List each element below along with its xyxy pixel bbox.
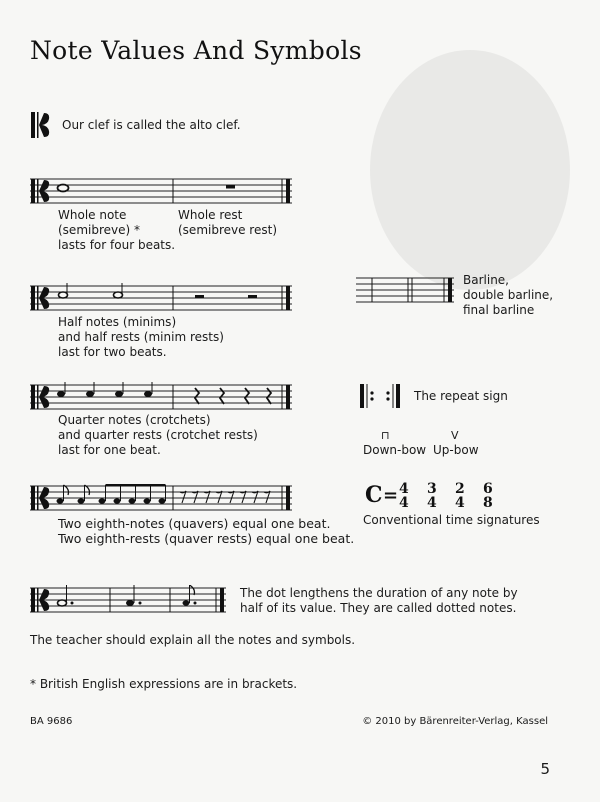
half-notes-text: Half notes (minims) and half rests (minim rests) last for two beats.: [58, 315, 224, 359]
footer-code: BA 9686: [30, 716, 73, 727]
clef-caption: Our clef is called the alto clef.: [62, 118, 241, 132]
whole-rest-text: Whole rest (semibreve rest): [178, 208, 277, 237]
barline-text: Barline, double barline, final barline: [463, 273, 554, 317]
up-bow-icon: V: [451, 429, 459, 442]
whole-rest: [226, 185, 235, 189]
dotted-notes-text: The dot lengthens the duration of any note by half of its value. They are called dotted notes.: [240, 586, 518, 615]
repeat-sign: [358, 381, 406, 411]
ts-bottom-3: 4: [455, 495, 465, 510]
ts-bottom-1: 4: [399, 495, 409, 510]
page-title: Note Values And Symbols: [30, 36, 362, 65]
time-signatures-label: Conventional time signatures: [363, 513, 540, 527]
quarter-note-staff: [30, 382, 295, 412]
time-signatures: [365, 480, 525, 510]
dotted-note-staff: [30, 585, 230, 615]
footnote: * British English expressions are in brackets.: [30, 677, 298, 691]
ts-bottom-2: 4: [427, 495, 437, 510]
whole-note-text: Whole note (semibreve) * lasts for four beats.: [58, 208, 176, 252]
page-number: 5: [540, 760, 550, 778]
barline-staff: [356, 275, 456, 305]
equals-sign: =: [383, 485, 399, 506]
whole-note: [58, 185, 69, 192]
ts-bottom-4: 8: [483, 495, 493, 510]
common-time-symbol: C: [365, 482, 383, 508]
teacher-note: The teacher should explain all the notes and symbols.: [30, 633, 356, 647]
down-bow-label: Down-bow: [363, 443, 427, 457]
alto-clef-symbol: [30, 111, 52, 139]
ts-top-3: 2: [455, 481, 465, 497]
quarter-notes-text: Quarter notes (crotchets) and quarter rests (crotchet rests) last for one beat.: [58, 413, 258, 457]
ts-top-1: 4: [399, 481, 409, 497]
half-note-staff: [30, 283, 295, 313]
background-illustration: [360, 40, 580, 300]
footer-copyright: © 2010 by Bärenreiter-Verlag, Kassel: [362, 716, 548, 727]
whole-note-staff: [30, 176, 295, 206]
down-bow-icon: ⊓: [381, 429, 390, 442]
ts-top-4: 6: [483, 481, 493, 497]
eighth-notes-text: Two eighth-notes (quavers) equal one beat. Two eighth-rests (quaver rests) equal one beat.: [58, 516, 355, 546]
up-bow-label: Up-bow: [433, 443, 479, 457]
ts-top-2: 3: [427, 481, 437, 497]
repeat-sign-label: The repeat sign: [414, 389, 508, 403]
eighth-note-staff: [30, 483, 295, 513]
